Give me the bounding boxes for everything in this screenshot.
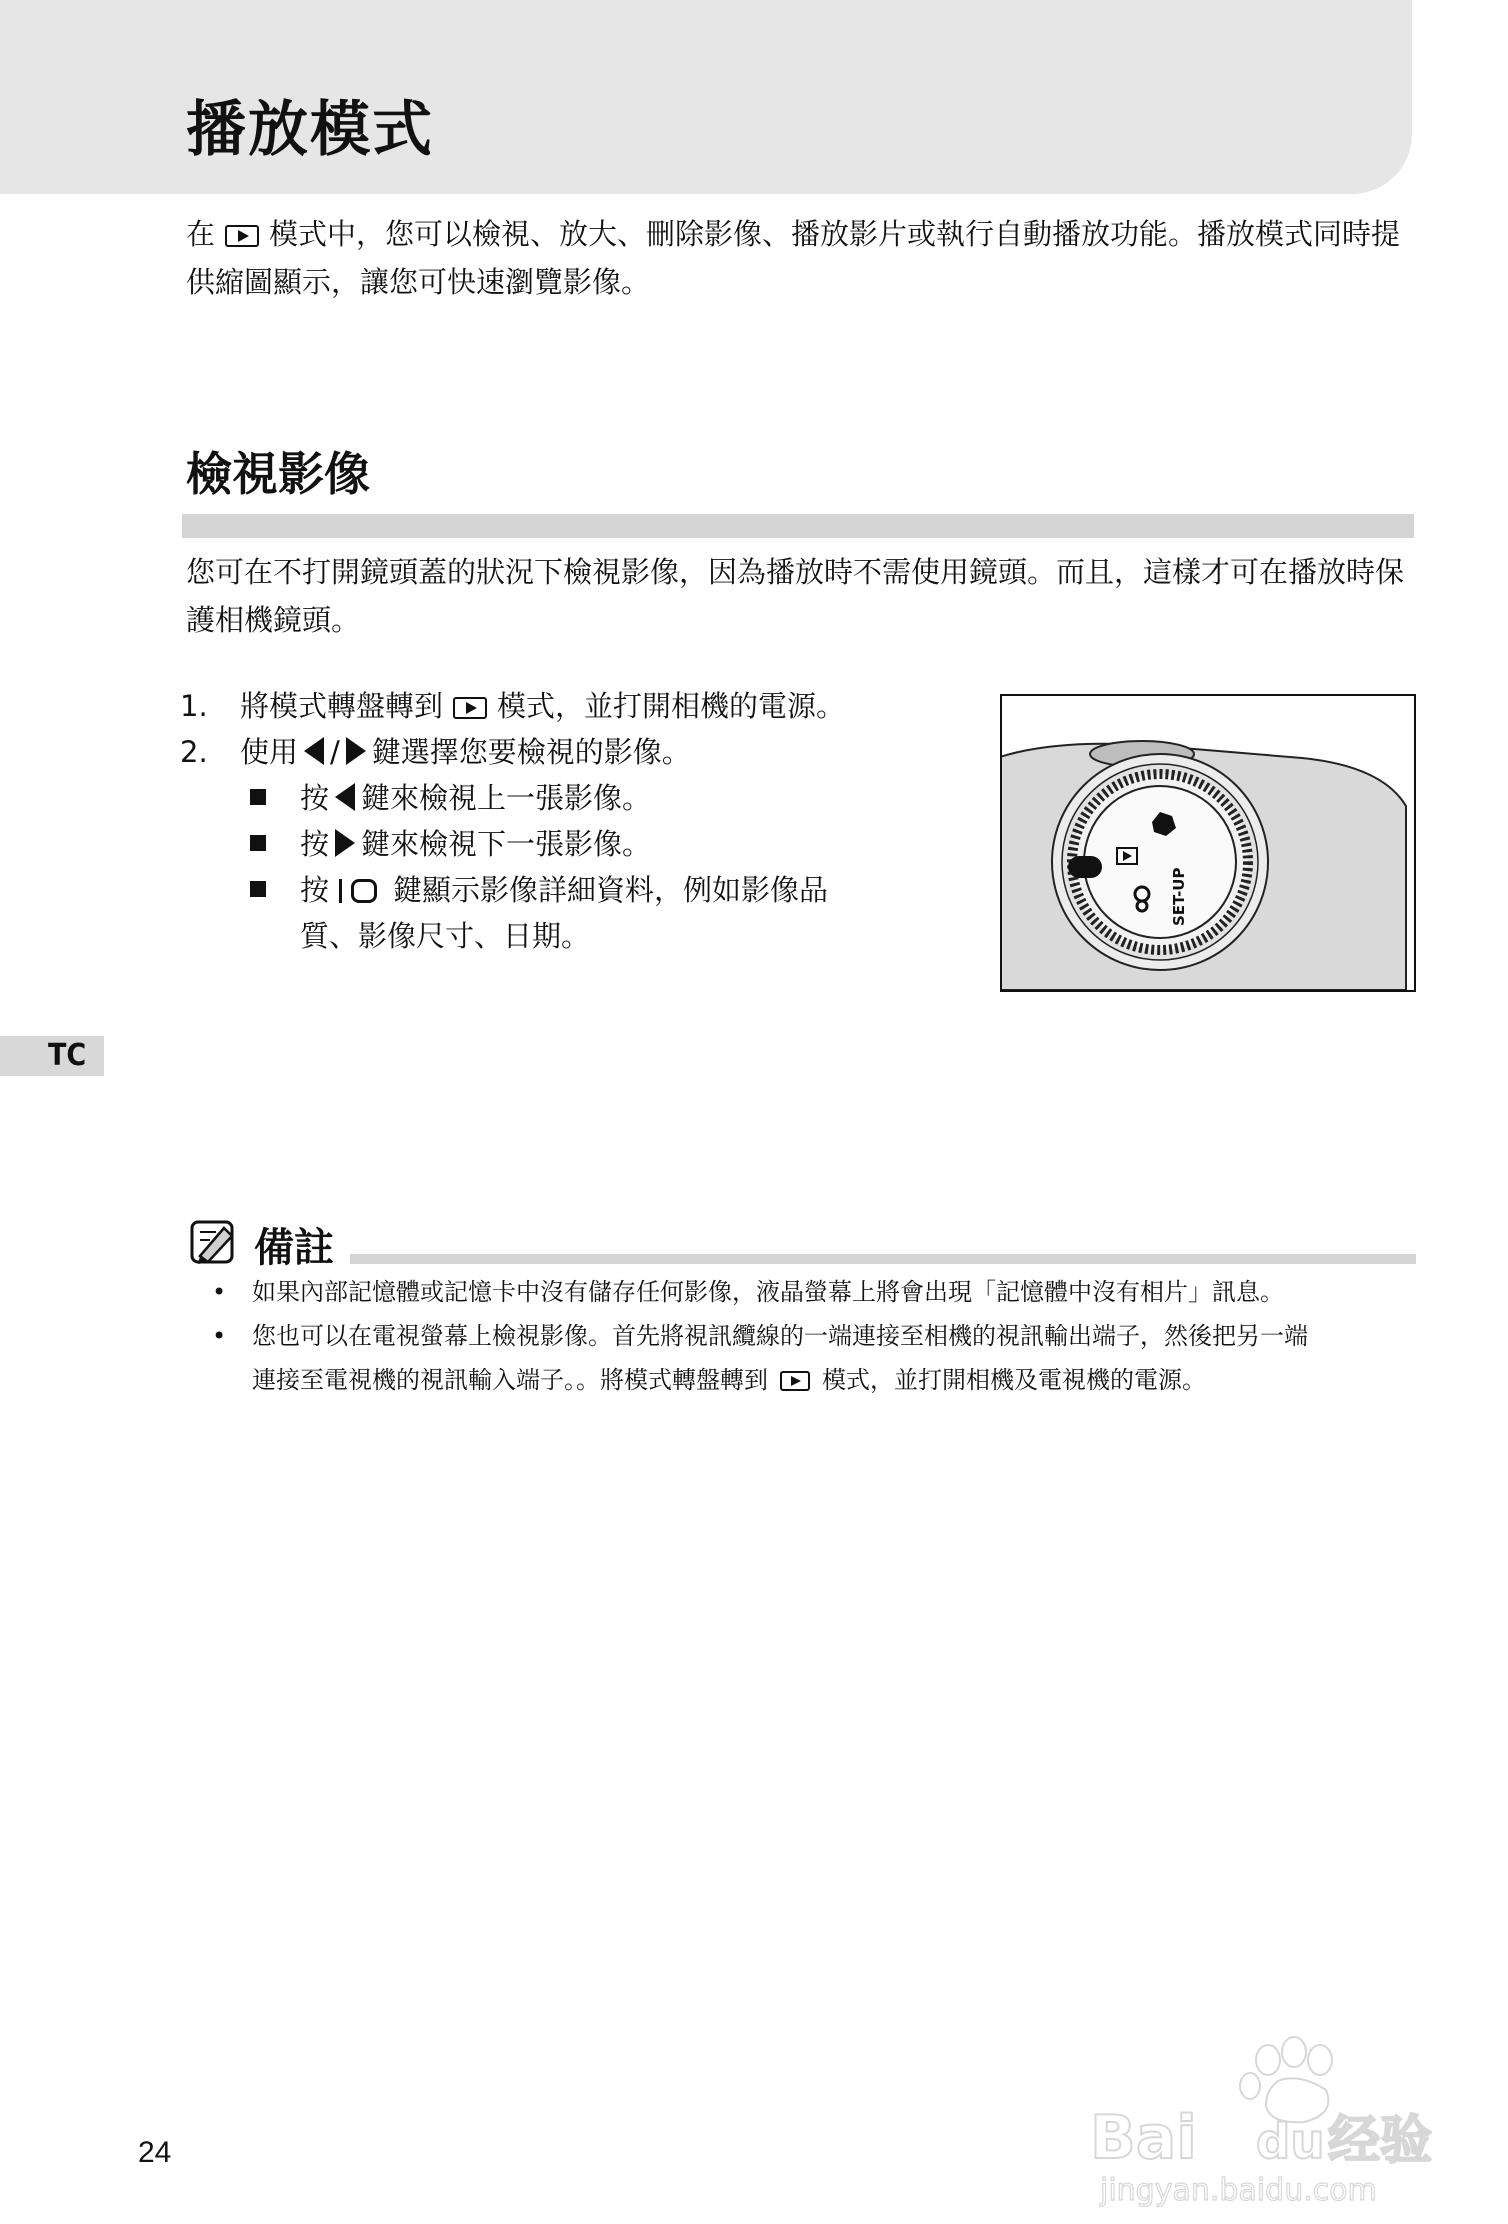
bullet-text: 按: [300, 873, 330, 907]
left-arrow-icon: [335, 783, 355, 811]
note-text: 如果內部記憶體或記憶卡中沒有儲存任何影像，液晶螢幕上將會出現「記憶體中沒有相片」訊息。: [252, 1278, 1284, 1306]
watermark-url: jingyan.baidu.com: [1100, 2173, 1377, 2208]
step-1: [180, 684, 845, 725]
step-text: 鍵選擇您要檢視的影像。: [371, 735, 691, 769]
baidu-jingyan-watermark: [1090, 2030, 1450, 2210]
bullet-text: 鍵來檢視上一張影像。: [361, 781, 652, 815]
bullet-text: 鍵來檢視下一張影像。: [361, 827, 652, 861]
bullet-dot-icon: •: [212, 1278, 227, 1306]
note-icon: [188, 1216, 240, 1268]
bullet-square-icon: [250, 835, 266, 851]
bullet-text: 鍵顯示影像詳細資料，例如影像品: [393, 873, 829, 907]
watermark-cn: 经验: [1328, 2111, 1433, 2171]
section-title: 檢視影像: [186, 447, 370, 501]
page-number: 24: [138, 2136, 172, 2169]
note-text-part: 模式，並打開相機及電視機的電源。: [822, 1366, 1206, 1394]
bullet-dot-icon: •: [212, 1322, 227, 1350]
playback-mode-icon: [453, 697, 487, 719]
step-text: 將模式轉盤轉到: [240, 689, 444, 723]
playback-mode-icon: [225, 225, 259, 247]
step-number: 2.: [180, 735, 208, 769]
step-2: [180, 730, 691, 771]
section-divider: [182, 514, 1414, 538]
step-number: 1.: [180, 689, 208, 723]
bullet-next: [250, 822, 651, 863]
language-label: TC: [48, 1038, 87, 1073]
note-text: 您也可以在電視螢幕上檢視影像。首先將視訊纜線的一端連接至相機的視訊輸出端子，然後把另一端: [252, 1322, 1308, 1350]
section-description: 您可在不打開鏡頭蓋的狀況下檢視影像，因為播放時不需使用鏡頭。而且，這樣才可在播放時保護相機鏡頭。: [186, 555, 1405, 637]
separator: /: [330, 735, 340, 769]
note-title: 備註: [254, 1225, 334, 1271]
left-arrow-icon: [304, 737, 324, 765]
bullet-square-icon: [250, 789, 266, 805]
step-text: 模式，並打開相機的電源。: [497, 689, 846, 723]
page-title: 播放模式: [186, 95, 434, 165]
note-text: [252, 1358, 1422, 1402]
dial-label: SET-UP: [1170, 867, 1188, 926]
bullet-text: 按: [300, 781, 330, 815]
display-button-icon: [339, 879, 383, 903]
camera-mode-dial-illustration: [1000, 694, 1416, 992]
right-arrow-icon: [335, 829, 355, 857]
playback-mode-icon: [780, 1371, 810, 1391]
paw-logo-icon: [1240, 2037, 1332, 2122]
intro-text-start: 在: [186, 217, 216, 251]
note-text-part: 連接至電視機的視訊輸入端子。。將模式轉盤轉到: [252, 1366, 768, 1394]
intro-text-rest: 模式中，您可以檢視、放大、刪除影像、播放影片或執行自動播放功能。播放模式同時提供縮圖顯示，讓您可快速瀏覽影像。: [186, 217, 1401, 299]
right-arrow-icon: [346, 737, 366, 765]
watermark-brand: Bai: [1090, 2103, 1197, 2173]
watermark-brand2: du: [1256, 2114, 1325, 2170]
intro-paragraph: [186, 210, 1416, 306]
step-text: 使用: [240, 735, 299, 769]
note-divider: [350, 1254, 1416, 1264]
camera-dial-drawing: [1002, 696, 1414, 990]
bullet-text: 按: [300, 827, 330, 861]
bullet-previous: [250, 776, 651, 817]
bullet-display: [250, 868, 828, 909]
bullet-display-continuation: 質、影像尺寸、日期。: [300, 919, 591, 953]
bullet-square-icon: [250, 881, 266, 897]
